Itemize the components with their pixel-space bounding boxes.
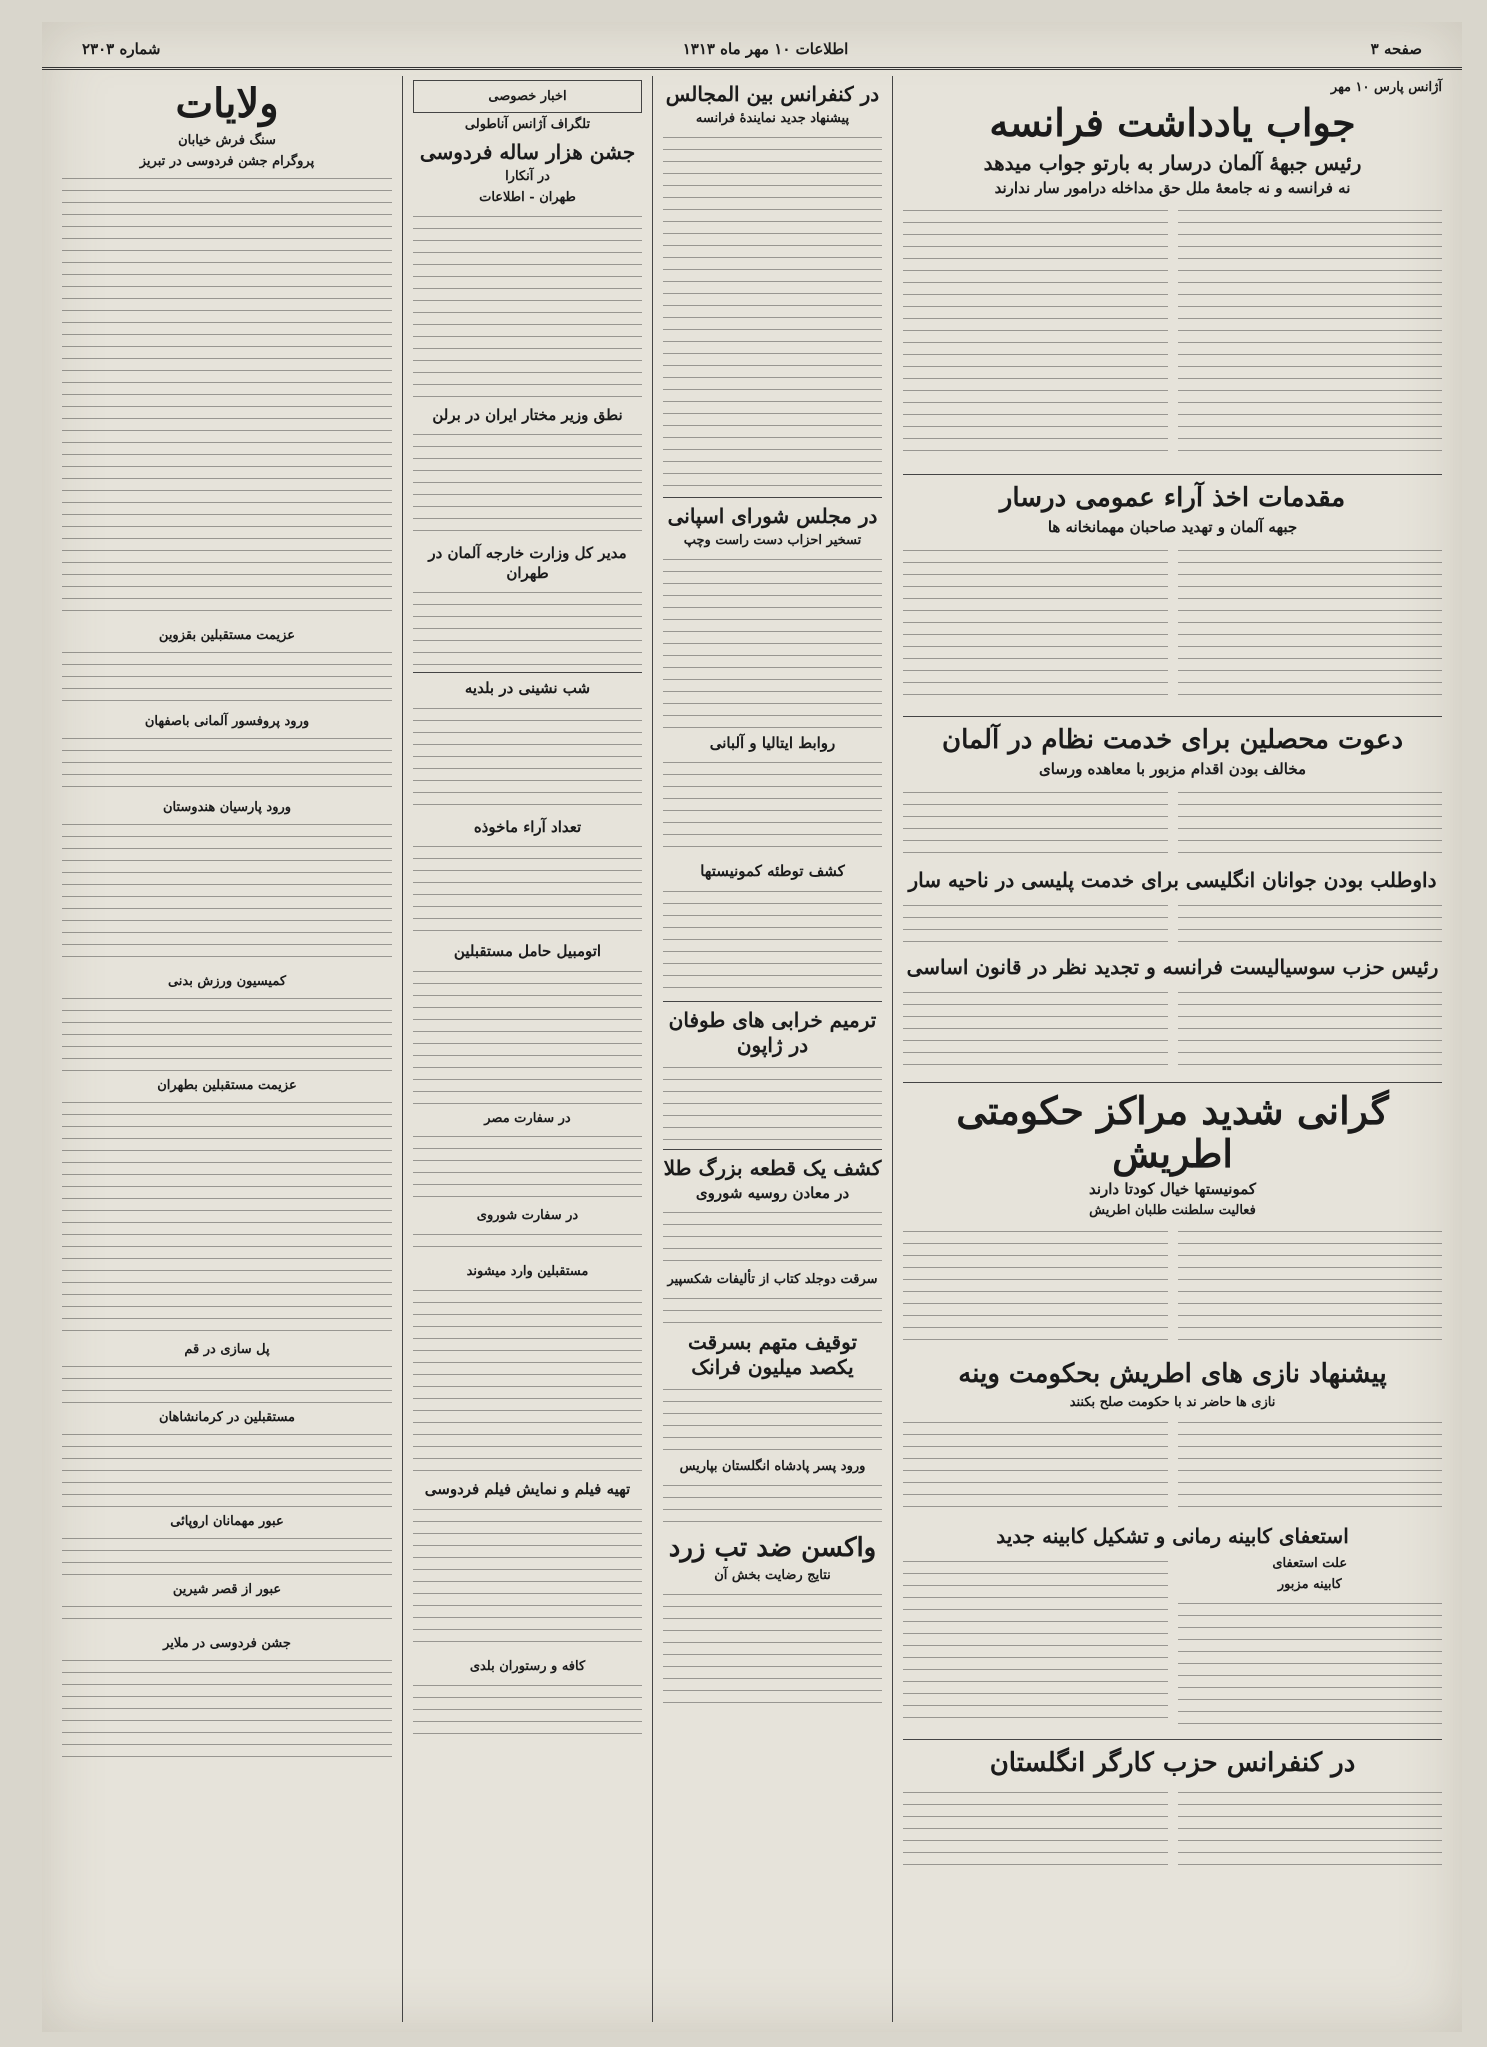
article-text (1178, 1597, 1443, 1727)
headline-european-guests: عبور مهمانان اروپائی (170, 1514, 284, 1529)
subheadline-yellow-fever: نتایج رضایت بخش آن (714, 1568, 831, 1584)
article-text (663, 1479, 882, 1525)
headline-municipality-evening: شب نشینی در بلدیه (464, 679, 591, 698)
headline-french-socialist: رئیس حزب سوسیالیست فرانسه و تجدید نظر در قانون اساسی (906, 954, 1439, 979)
main-subheadline: رئیس جبههٔ آلمان درسار به بارتو جواب میدهد (983, 150, 1362, 175)
article-text (1178, 1225, 1443, 1345)
headline-qazvin: عزیمت مستقبلین بقزوین (158, 628, 296, 643)
article-text (62, 732, 392, 794)
column-provinces (52, 76, 402, 2022)
main-subheadline-2: نه فرانسه و نه جامعهٔ ملل حق مداخله درامور سار ندارند (994, 178, 1351, 197)
columns (52, 76, 1452, 2022)
headline-austria: گرانی شدید مراکز حکومتی اطریش (956, 1087, 1389, 1177)
tehran-ettelaat: طهران - اطلاعات (479, 189, 576, 205)
article-text (62, 172, 392, 622)
article-text (663, 1292, 882, 1324)
issue-number: شماره ۲۳۰۳ (82, 39, 161, 58)
headline-berlin-speech: نطق وزیر مختار ایران در برلن (432, 405, 623, 424)
headline-nazi-proposal: پیشنهاد نازی های اطریش بحکومت وینه (958, 1359, 1387, 1390)
article-text (62, 1600, 392, 1630)
subheadline-interparliamentary: پیشنهاد جدید نمایندهٔ فرانسه (695, 111, 850, 126)
provinces-title: ولایات (175, 80, 279, 127)
article-text (903, 986, 1168, 1070)
headline-kermanshah: مستقبلین در کرمانشاهان (158, 1410, 296, 1425)
article-text (903, 544, 1168, 704)
headline-qom-bridge: پل سازی در قم (184, 1342, 270, 1357)
article-text (413, 840, 642, 936)
subheadline-romania-1: علت استعفای (1272, 1556, 1348, 1572)
article-text (903, 1416, 1168, 1512)
headline-labour-conference: در کنفرانس حزب کارگر انگلستان (989, 1748, 1356, 1779)
column-foreign-news (892, 76, 1452, 2022)
main-headline: جواب یادداشت فرانسه (989, 100, 1356, 145)
headline-communist-plot: کشف توطئه کمونیستها (700, 862, 845, 881)
column-world-news (652, 76, 892, 2022)
article-text (413, 702, 642, 812)
article-text (1178, 1416, 1443, 1512)
headline-vote-count: تعداد آراء ماخوذه (473, 817, 582, 836)
article-text (62, 818, 392, 968)
column-private-news (402, 76, 652, 2022)
article-text (413, 1679, 642, 1739)
article-text (413, 1503, 642, 1653)
subheadline-conscription: مخالف بودن اقدام مزبور با معاهده ورسای (1038, 760, 1307, 779)
headline-qasr-shirin: عبور از قصر شیرین (172, 1582, 282, 1597)
headline-ferdowsi-film: تهیه فیلم و نمایش فیلم فردوسی (424, 1480, 631, 1499)
headline-italy-albania: روابط ایتالیا و آلبانی (709, 733, 836, 752)
headline-depart-tehran: عزیمت مستقبلین بطهران (157, 1078, 297, 1093)
article-text (903, 1555, 1168, 1723)
article-text (413, 586, 642, 666)
article-text (663, 1383, 882, 1453)
headline-guests-arrive: مستقبلین وارد میشوند (466, 1264, 589, 1280)
article-text (413, 428, 642, 538)
headline-100m-franc: توقیف متهم بسرقت یکصد میلیون فرانک (687, 1330, 858, 1380)
article-text (1178, 544, 1443, 704)
subheadline-nazi-proposal: نازی ها حاضر ند با حکومت صلح بکنند (1069, 1394, 1276, 1410)
article-text (1178, 786, 1443, 856)
article-text (62, 1532, 392, 1576)
headline-english-volunteers: داوطلب بودن جوانان انگلیسی برای خدمت پلیسی در ناحیه سار (908, 867, 1437, 892)
subheadline-ankara: در آنکارا (505, 168, 550, 184)
headline-malayer: جشن فردوسی در ملایر (163, 1636, 291, 1651)
article-text (663, 1061, 882, 1143)
article-text (413, 210, 642, 400)
article-text (903, 1786, 1168, 1866)
article-text (663, 756, 882, 856)
article-text (903, 204, 1168, 462)
headline-saar-vote: مقدمات اخذ آراء عمومی درسار (999, 483, 1346, 514)
subheadline-spain: تسخیر احزاب دست راست وچپ (683, 532, 862, 548)
headline-egypt-embassy: در سفارت مصر (484, 1110, 571, 1126)
article-text (1178, 204, 1443, 462)
subheadline-saar-vote: جبهه آلمان و تهدید صاحبان مهمانخانه ها (1047, 518, 1298, 537)
article-text (62, 992, 392, 1072)
headline-romania-cabinet: استعفای کابینه رمانی و تشکیل کابینه جدید (996, 1524, 1349, 1549)
article-text (413, 1284, 642, 1474)
article-text (62, 1654, 392, 1764)
masthead (42, 30, 1462, 70)
subheadline-romania-2: کابینه مزبور (1277, 1577, 1342, 1593)
private-news-label: اخبار خصوصی (488, 89, 567, 104)
article-text (903, 899, 1168, 943)
headline-yellow-fever: واکسن ضد تب زرد (668, 1533, 877, 1564)
publication-date: اطلاعات ۱۰ مهر ماه ۱۳۱۳ (682, 39, 849, 58)
subheadline-austria-2: فعالیت سلطنت طلبان اطریش (1089, 1203, 1256, 1219)
subheadline-austria: کمونیستها خیال کودتا دارند (1088, 1179, 1257, 1198)
agency-line: آژانس پارس ۱۰ مهر (1330, 80, 1442, 95)
subheadline-gold: در معادن روسیه شوروی (695, 1183, 850, 1202)
article-text (663, 1206, 882, 1266)
article-text (1178, 1786, 1443, 1866)
article-text (62, 646, 392, 708)
article-text (663, 553, 882, 728)
headline-german-director: مدیر کل وزارت خارجه آلمان در طهران (428, 544, 627, 582)
article-text (413, 965, 642, 1105)
article-text (903, 786, 1168, 856)
headline-japan-storm: ترمیم خرابی های طوفان در ژاپون (668, 1007, 877, 1057)
anatolia-telegraph: تلگراف آژانس آناطولی (464, 116, 591, 132)
headline-gold-nugget: کشف یک قطعه بزرگ طلا (663, 1155, 882, 1180)
headline-ferdowsi-millennium: جشن هزار ساله فردوسی (419, 139, 636, 164)
headline-parsis: ورود پارسیان هندوستان (162, 800, 292, 815)
headline-guest-car: اتومبیل حامل مستقبلین (453, 942, 602, 961)
headline-german-professor: ورود پروفسور آلمانی باصفهان (144, 714, 310, 729)
headline-prince-paris: ورود پسر پادشاه انگلستان بپاریس (679, 1459, 866, 1475)
headline-interparliamentary: در کنفرانس بین المجالس (665, 82, 880, 106)
article-text (62, 1360, 392, 1404)
article-text (903, 1225, 1168, 1345)
newspaper-page (42, 22, 1462, 2032)
headline-soviet-embassy: در سفارت شوروی (476, 1208, 579, 1224)
headline-conscription: دعوت محصلین برای خدمت نظام در آلمان (941, 724, 1404, 755)
article-text (413, 1130, 642, 1202)
article-text (663, 131, 882, 491)
article-text (62, 1096, 392, 1336)
article-text (663, 885, 882, 995)
headline-spain-parliament: در مجلس شورای اسپانی (667, 503, 878, 528)
headline-shakespeare-theft: سرقت دوجلد کتاب از تألیفات شکسپیر (667, 1272, 878, 1288)
article-text (413, 1228, 642, 1258)
page-number: صفحه ۳ (1370, 39, 1422, 58)
article-text (1178, 986, 1443, 1070)
headline-tabriz-program: پروگرام جشن فردوسی در تبریز (139, 154, 315, 169)
article-text (62, 1428, 392, 1508)
article-text (663, 1588, 882, 1708)
headline-cafe-restaurant: کافه و رستوران بلدی (469, 1658, 586, 1674)
headline-paving: سنگ فرش خیابان (178, 133, 276, 148)
headline-sports-commission: کمیسیون ورزش بدنی (167, 974, 287, 989)
article-text (1178, 899, 1443, 943)
